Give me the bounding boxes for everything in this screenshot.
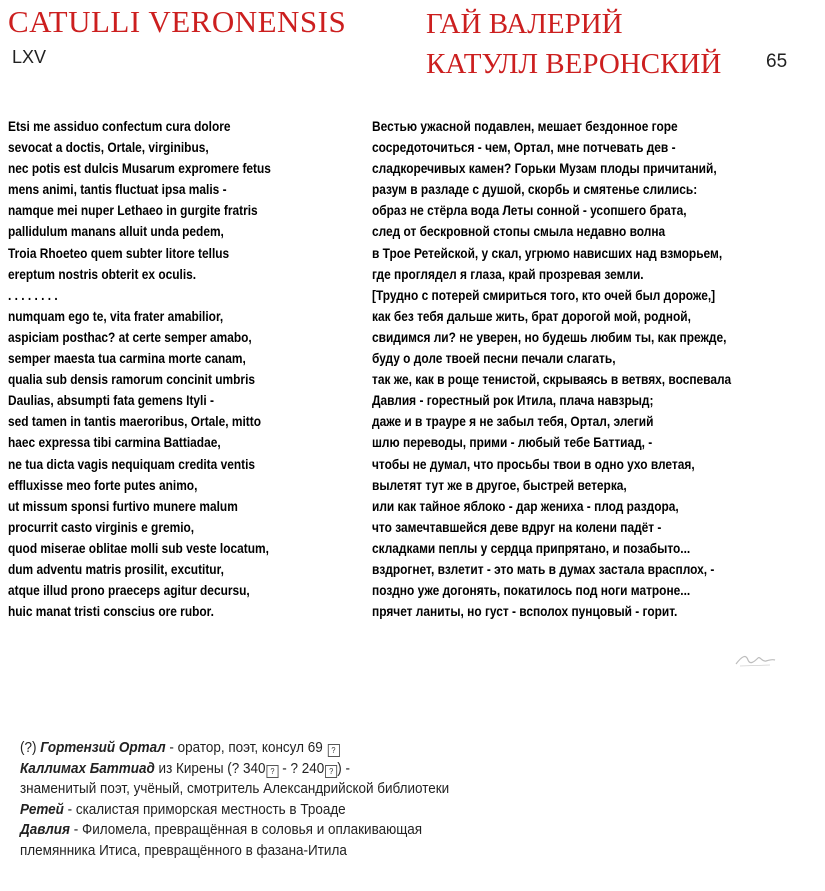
russian-verse-line: шлю переводы, прими - любый тебе Баттиад, -	[372, 435, 653, 452]
footnote-callimachus	[20, 759, 449, 780]
russian-verse-line: в Трое Ретейской, у скал, угрюмо нависших над взморьем,	[372, 245, 723, 262]
latin-verse-line: dum adventu matris prosilit, excutitur,	[8, 561, 224, 578]
russian-verse-line: Давлия - горестный рок Итила, плача навзрыд;	[372, 393, 654, 410]
signature-mark	[732, 648, 778, 670]
russian-verse-line: что замечтавшейся деве вдруг на колени падёт -	[372, 519, 662, 536]
latin-verse-line: haec expressa tibi carmina Battiadae,	[8, 435, 221, 452]
latin-verse-line: mens animi, tantis fluctuat ipsa malis -	[8, 182, 227, 199]
russian-verse-line: сладкоречивых камен? Горьки Музам плоды причитаний,	[372, 161, 717, 178]
footnote-daulias-cont: племянника Итиса, превращённого в фазана-Итила	[20, 842, 347, 859]
latin-verse-line: aspiciam posthac? at certe semper amabo,	[8, 329, 252, 346]
latin-poem-number: LXV	[12, 47, 47, 67]
latin-verse-line: namque mei nuper Lethaeo in gurgite fratris	[8, 203, 258, 220]
russian-title-line1: ГАЙ ВАЛЕРИЙ	[426, 8, 623, 40]
footnotes	[20, 738, 449, 861]
footnote-text: - оратор, поэт, консул 69	[165, 740, 327, 756]
missing-glyph-icon: ?	[325, 765, 337, 778]
russian-verse-line: след от бескровной стопы смыла недавно волна	[372, 224, 666, 241]
russian-verse-line: [Трудно с потерей смириться того, кто очей был дороже,]	[372, 287, 716, 304]
latin-verse-line: numquam ego te, vita frater amabilior,	[8, 308, 224, 325]
missing-glyph-icon: ?	[266, 765, 278, 778]
russian-verse-line: Вестью ужасной подавлен, мешает бездонное горе	[372, 119, 678, 135]
footnote-text: - скалистая приморская местность в Троаде	[63, 801, 346, 818]
russian-title	[426, 4, 721, 84]
russian-verse-line: вздрогнет, взлетит - это мать в думах застала врасплох, -	[372, 561, 715, 578]
russian-verse-line: прячет ланиты, но густ - всполох пунцовый - горит.	[372, 604, 678, 621]
latin-verse-line: . . . . . . . .	[8, 287, 58, 304]
footnote-text: - ? 240	[278, 760, 325, 777]
footnote-term: Каллимах Баттиад	[20, 760, 155, 777]
latin-poem-text	[8, 117, 271, 623]
footnote-callimachus-cont: знаменитый поэт, учёный, смотритель Александрийской библиотеки	[20, 781, 450, 797]
latin-verse-line: effluxisse meo forte putes animo,	[8, 477, 198, 494]
footnote-term: Гортензий Ортал	[40, 740, 166, 756]
latin-verse-line: ut missum sponsi furtivo munere malum	[8, 498, 238, 515]
latin-verse-line: nec potis est dulcis Musarum expromere fetus	[8, 161, 271, 178]
latin-verse-line: pallidulum manans alluit unda pedem,	[8, 224, 224, 241]
latin-verse-line: semper maesta tua carmina morte canam,	[8, 351, 246, 368]
footnote-term: Давлия	[20, 822, 70, 838]
russian-poem-number: 65	[766, 51, 788, 72]
russian-verse-line: буду о доле твоей песни печали слагать,	[372, 351, 616, 368]
footnote-term: Ретей	[20, 801, 64, 818]
russian-verse-line: как без тебя дальше жить, брат дорогой мой, родной,	[372, 308, 691, 325]
latin-verse-line: sevocat a doctis, Ortale, virginibus,	[8, 140, 209, 157]
russian-verse-line: даже и в трауре я не забыл тебя, Ортал, элегий	[372, 414, 654, 431]
russian-verse-line: сосредоточиться - чем, Ортал, мне потчевать дев -	[372, 140, 676, 157]
latin-verse-line: ereptum nostris obterit ex oculis.	[8, 266, 197, 283]
russian-verse-line: свидимся ли? не уверен, но будешь любим ты, как прежде,	[372, 329, 727, 346]
footnote-text: из Кирены (? 340	[154, 760, 266, 777]
latin-verse-line: procurrit casto virginis e gremio,	[8, 519, 195, 536]
russian-verse-line: чтобы не думал, что просьбы твои в одно ухо влетая,	[372, 456, 695, 473]
footnote-text: ) -	[337, 760, 351, 777]
latin-verse-line: qualia sub densis ramorum concinit umbris	[8, 372, 256, 389]
russian-title-line2: КАТУЛЛ ВЕРОНСКИЙ	[426, 48, 722, 80]
footnote-daulias	[20, 820, 449, 841]
latin-verse-line: Daulias, absumpti fata gemens Ityli -	[8, 393, 214, 410]
russian-verse-line: образ не стёрла вода Леты сонной - усопшего брата,	[372, 203, 687, 220]
russian-poem-text	[372, 117, 731, 623]
footnote-text: - Филомела, превращённая в соловья и оплакивающая	[69, 822, 423, 838]
latin-verse-line: atque illud prono praeceps agitur decursu,	[8, 583, 250, 600]
latin-verse-line: sed tamen in tantis maeroribus, Ortale, mitto	[8, 414, 261, 431]
russian-verse-line: разум в разладе с душой, скорбь и смятенье слились:	[372, 182, 698, 199]
footnote-prefix: (?)	[20, 740, 41, 756]
russian-verse-line: так же, как в роще тенистой, скрываясь в ветвях, воспевала	[372, 372, 732, 389]
latin-verse-line: Troia Rhoeteo quem subter litore tellus	[8, 245, 230, 262]
footnote-rhoeteum	[20, 800, 449, 821]
latin-verse-line: ne tua dicta vagis nequiquam credita ventis	[8, 456, 256, 473]
latin-verse-line: Etsi me assiduo confectum cura dolore	[8, 119, 231, 135]
russian-verse-line: где проглядел я глаза, край прозревая земли.	[372, 266, 644, 283]
missing-glyph-icon: ?	[327, 744, 339, 757]
russian-verse-line: вылетят тут же в другое, быстрей ветерка,	[372, 477, 627, 494]
russian-verse-line: складками пеплы у сердца припрятано, и позабыто...	[372, 540, 691, 557]
russian-verse-line: поздно уже догонять, покатилось под ноги матроне...	[372, 583, 691, 600]
russian-verse-line: или как тайное яблоко - дар жениха - плод раздора,	[372, 498, 679, 515]
footnote-ortal	[20, 738, 449, 759]
latin-verse-line: quod miserae oblitae molli sub veste locatum,	[8, 540, 269, 557]
latin-title: CATULLI VERONENSIS	[8, 4, 347, 39]
latin-verse-line: huic manat tristi conscius ore rubor.	[8, 604, 214, 621]
